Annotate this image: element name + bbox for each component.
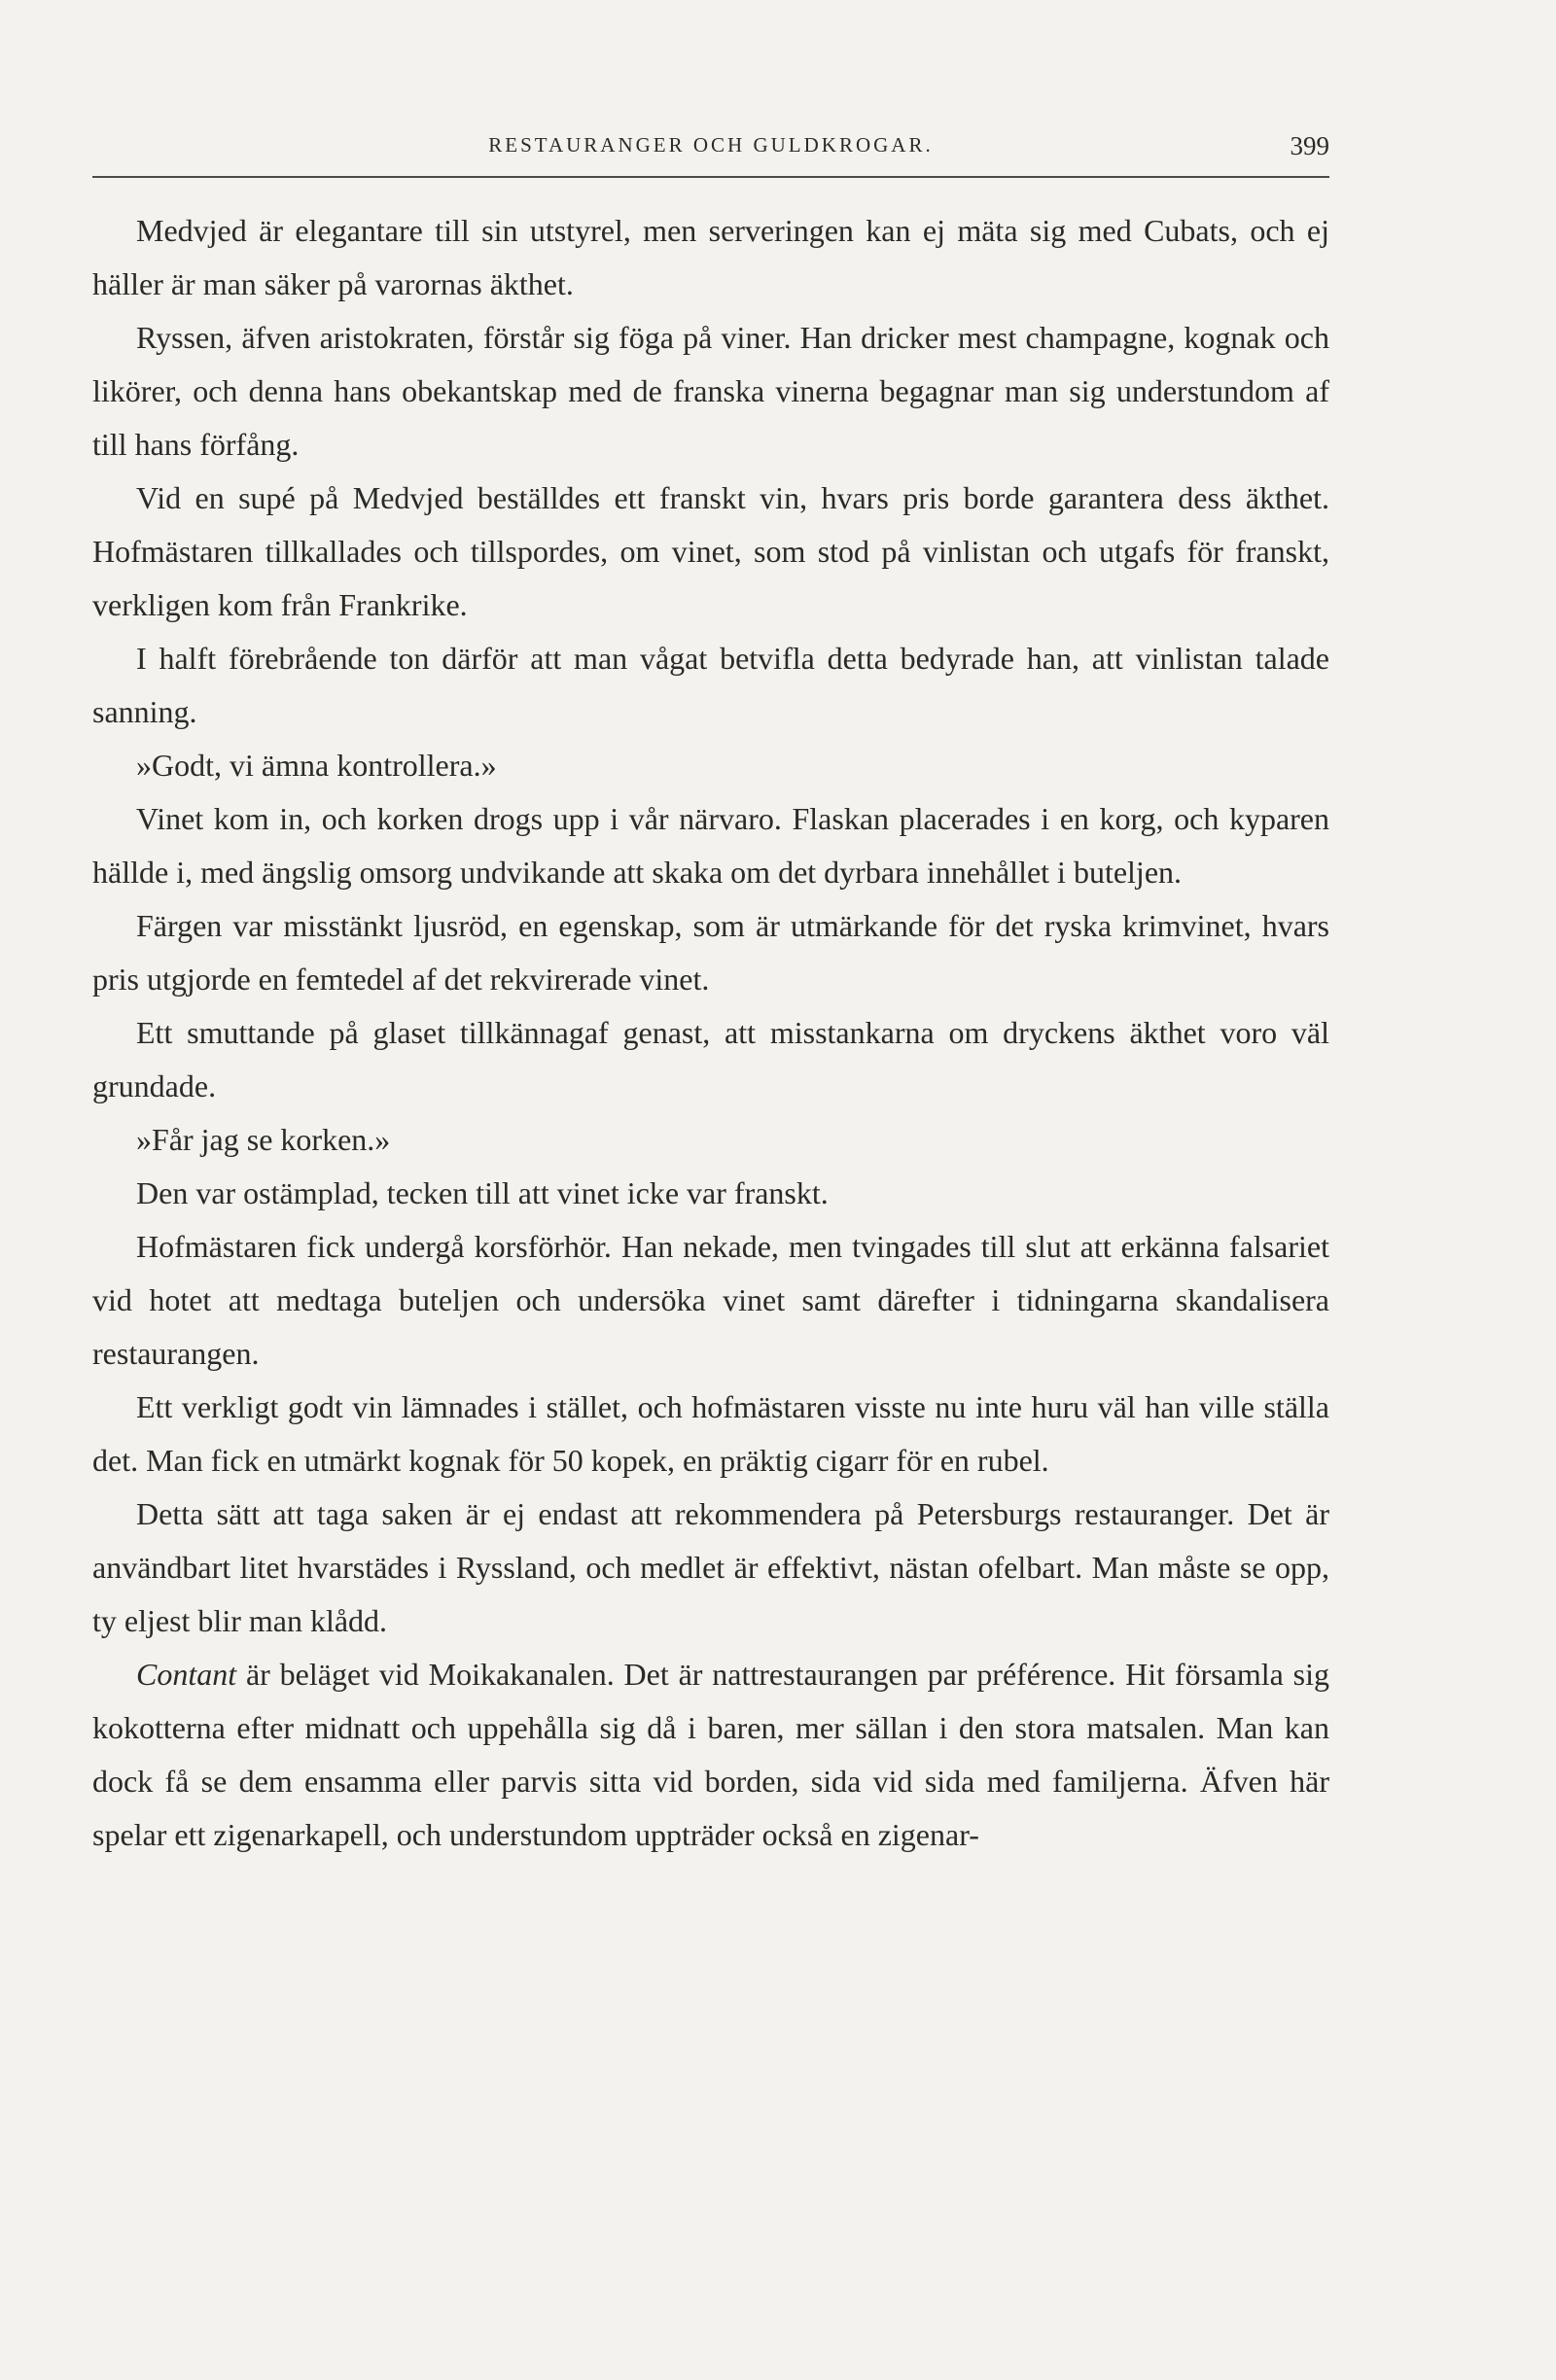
paragraph: Ett smuttande på glaset tillkännagaf genast, att misstankarna om dryckens äkthet voro väl grundade. [92, 1015, 1329, 1103]
italic-lead: Contant [136, 1657, 237, 1692]
paragraph: »Godt, vi ämna kontrollera.» [136, 748, 497, 783]
paragraph-contant [92, 1648, 1329, 1862]
paragraph: Ryssen, äfven aristokraten, förstår sig föga på viner. Han dricker mest champagne, kognak och likörer, och denna hans obekantskap med de franska vinerna begagnar man sig understundom af till hans förfång. [92, 320, 1329, 462]
paragraph: Medvjed är elegantare till sin utstyrel, men serveringen kan ej mäta sig med Cubats, och ej häller är man säker på varornas äkthet. [92, 213, 1329, 301]
paragraph: Hofmästaren fick undergå korsförhör. Han nekade, men tvingades till slut att erkänna falsariet vid hotet att medtaga buteljen och undersöka vinet samt därefter i tidningarna skandalisera restaurangen. [92, 1229, 1329, 1371]
header-rule [92, 176, 1329, 178]
paragraph: Vid en supé på Medvjed beställdes ett franskt vin, hvars pris borde garantera dess äkthet. Hofmästaren tillkallades och tillspordes, om vinet, som stod på vinlistan och utgafs för franskt, verkligen kom från Frankrike. [92, 480, 1329, 622]
paragraph-text: är beläget vid Moikakanalen. Det är nattrestaurangen par préférence. Hit församla sig kokotterna efter midnatt och uppehålla sig då i baren, mer sällan i den stora matsalen. Man kan dock få se dem ensamma eller parvis sitta vid borden, sida vid sida med familjerna. Äfven här spelar ett zigenarkapell, och understundom uppträder också en zigenar- [92, 1657, 1329, 1852]
page-number: 399 [1290, 131, 1329, 160]
paragraph: »Får jag se korken.» [136, 1122, 391, 1157]
paragraph: Ett verkligt godt vin lämnades i stället, och hofmästaren visste nu inte huru väl han ville ställa det. Man fick en utmärkt kognak för 50 kopek, en präktig cigarr för en rubel. [92, 1389, 1329, 1478]
paragraph: Vinet kom in, och korken drogs upp i vår närvaro. Flaskan placerades i en korg, och kyparen hällde i, med ängslig omsorg undvikande att skaka om det dyrbara innehållet i buteljen. [92, 801, 1329, 890]
body-text [92, 204, 1329, 1862]
running-title: RESTAURANGER OCH GULDKROGAR. [488, 133, 934, 157]
paragraph: I halft förebrående ton därför att man vågat betvifla detta bedyrade han, att vinlistan talade sanning. [92, 641, 1329, 729]
paragraph: Detta sätt att taga saken är ej endast att rekommendera på Petersburgs restauranger. Det är användbart litet hvarstädes i Ryssland, och medlet är effektivt, nästan ofelbart. Man måste se opp, ty eljest blir man klådd. [92, 1496, 1329, 1638]
paragraph: Den var ostämplad, tecken till att vinet icke var franskt. [136, 1175, 829, 1210]
running-head [92, 133, 1329, 172]
paragraph: Färgen var misstänkt ljusröd, en egenskap, som är utmärkande för det ryska krimvinet, hvars pris utgjorde en femtedel af det rekvirerade vinet. [92, 908, 1329, 997]
